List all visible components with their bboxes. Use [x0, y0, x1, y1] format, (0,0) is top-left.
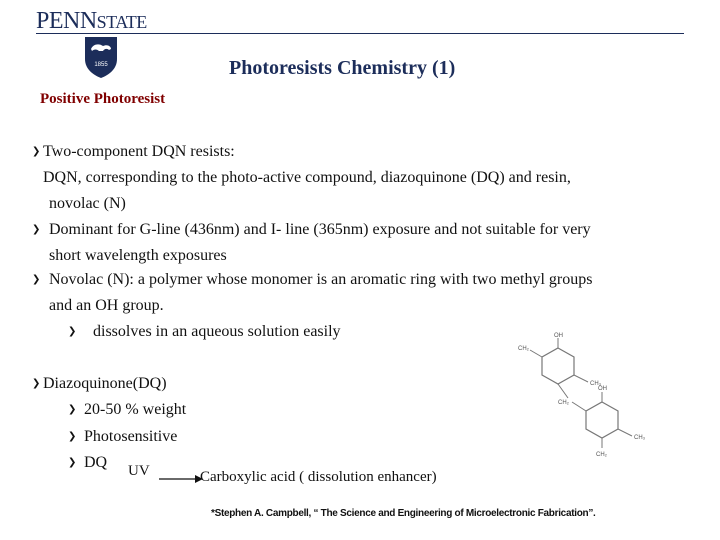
bullet-icon: ❯	[32, 146, 41, 157]
mol-ch3-bottom: CH₃	[634, 435, 646, 441]
bullet-icon: ❯	[68, 431, 77, 442]
mol-ch2-mid: CH₂	[558, 400, 569, 406]
reaction-arrow-icon	[159, 471, 204, 481]
bullet-icon: ❯	[32, 224, 41, 235]
logo-penn: PENN	[36, 8, 97, 34]
mol-ch3-mid: CH₃	[590, 381, 602, 387]
text-line-12: DQ	[84, 454, 108, 471]
mol-oh-bottom: OH	[598, 386, 607, 392]
novolac-structure-diagram	[512, 330, 657, 460]
bullet-icon: ❯	[32, 274, 41, 285]
header-rule	[36, 33, 684, 34]
bullet-icon: ❯	[68, 404, 77, 415]
uv-label: UV	[128, 463, 150, 479]
text-line-5: short wavelength exposures	[49, 247, 227, 264]
text-line-1: Two-component DQN resists:	[43, 143, 235, 160]
bullet-icon: ❯	[68, 457, 77, 468]
text-line-7: and an OH group.	[49, 297, 164, 314]
slide-subtitle: Positive Photoresist	[40, 91, 166, 107]
pennstate-logo	[36, 8, 147, 35]
citation: *Stephen A. Campbell, “ The Science and Engineering of Microelectronic Fabrication”.	[211, 508, 596, 519]
text-line-3: novolac (N)	[49, 195, 126, 212]
text-line-4: Dominant for G-line (436nm) and I- line (365nm) exposure and not suitable for very	[49, 221, 591, 238]
text-line-6: Novolac (N): a polymer whose monomer is an aromatic ring with two methyl groups	[49, 271, 593, 288]
mol-ch2-bottom: CH₂	[596, 452, 607, 458]
shield-icon	[83, 35, 119, 79]
bullet-icon: ❯	[68, 326, 77, 337]
logo-state: STATE	[96, 12, 147, 32]
slide-title: Photoresists Chemistry (1)	[229, 57, 456, 79]
text-line-8: dissolves in an aqueous solution easily	[93, 323, 341, 340]
text-line-2: DQN, corresponding to the photo-active compound, diazoquinone (DQ) and resin,	[43, 169, 571, 186]
text-line-11: Photosensitive	[84, 428, 178, 445]
reaction-product: Carboxylic acid ( dissolution enhancer)	[200, 469, 437, 485]
text-line-9: Diazoquinone(DQ)	[43, 375, 167, 392]
text-line-10: 20-50 % weight	[84, 401, 187, 418]
shield-year: 1855	[94, 62, 108, 68]
bullet-icon: ❯	[32, 378, 41, 389]
mol-ch2-top: CH₂	[518, 346, 529, 352]
mol-oh-top: OH	[554, 333, 563, 339]
